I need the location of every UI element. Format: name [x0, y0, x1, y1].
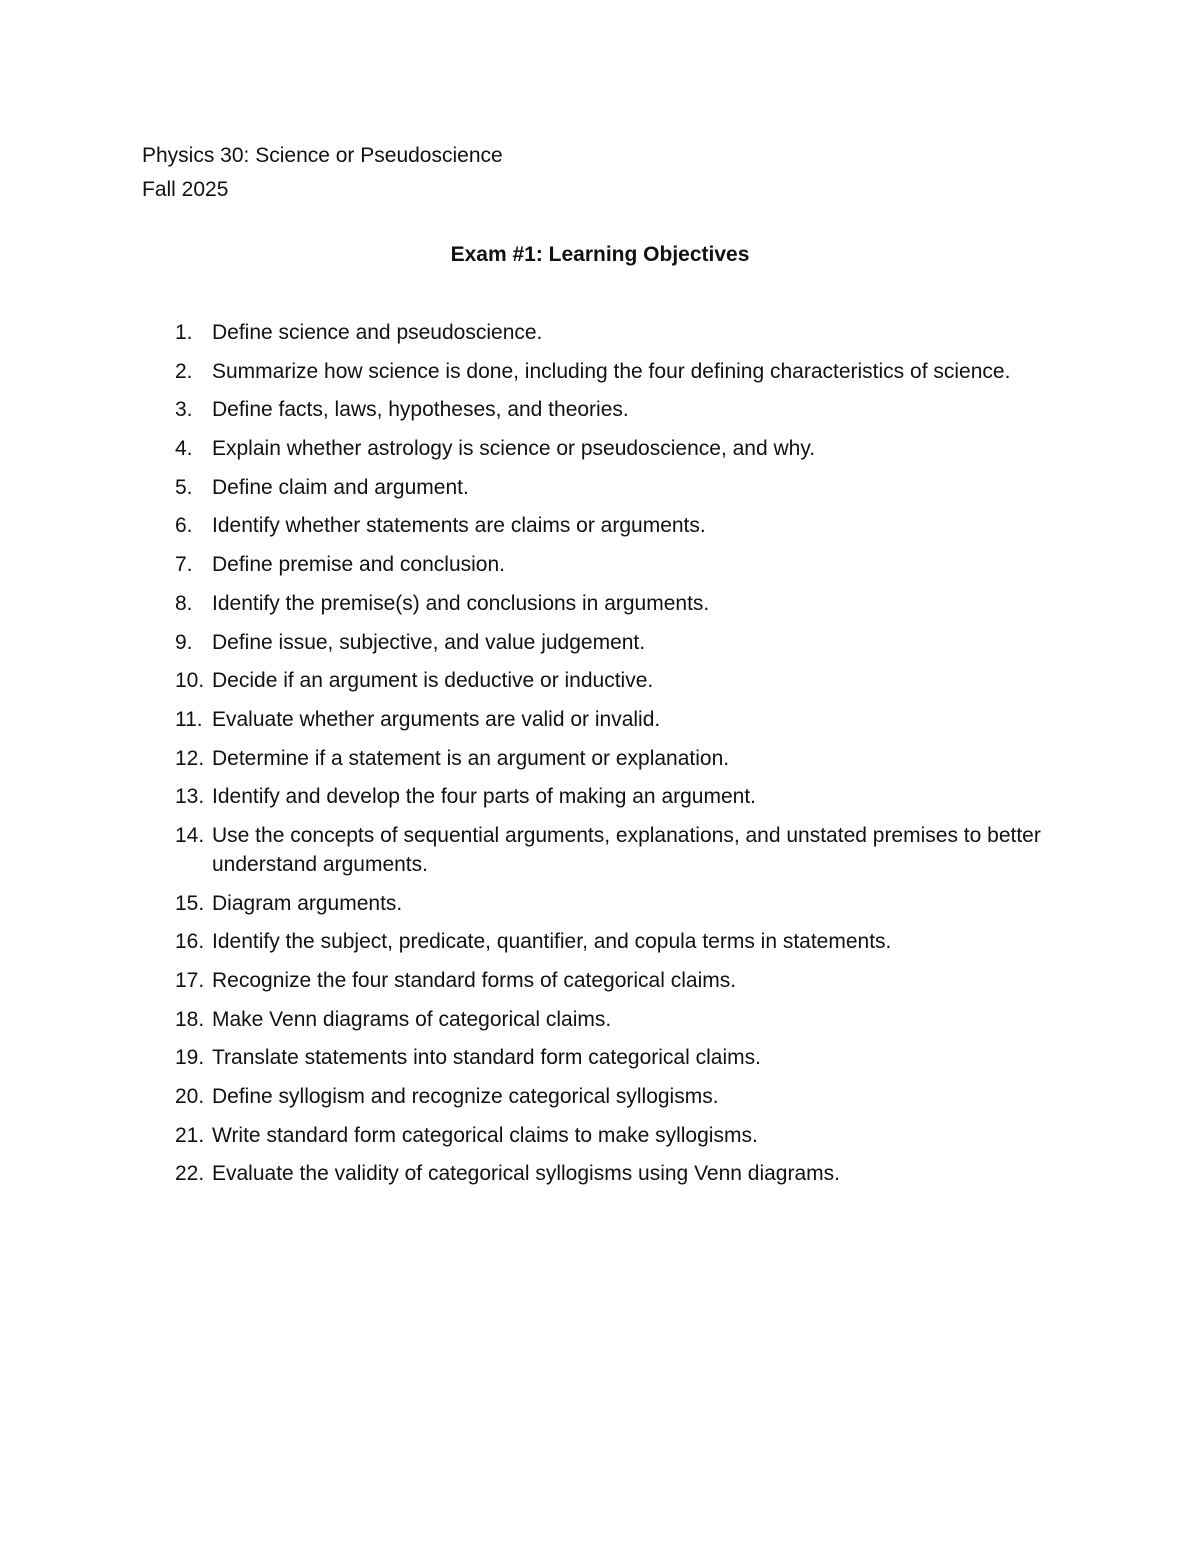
objective-item — [142, 1005, 1072, 1034]
objective-item — [142, 1082, 1072, 1111]
objective-item — [142, 318, 1072, 347]
objective-number: 17. — [175, 969, 205, 992]
objective-text: Evaluate whether arguments are valid or invalid. — [212, 707, 661, 731]
objective-item — [142, 395, 1072, 424]
objective-item — [142, 434, 1072, 463]
objective-item — [142, 473, 1072, 502]
objective-text: Define science and pseudoscience. — [212, 321, 543, 344]
objective-number: 18. — [175, 1007, 205, 1031]
objective-text: Define premise and conclusion. — [212, 553, 505, 577]
objective-text: Recognize the four standard forms of categorical claims. — [212, 969, 737, 992]
objective-number: 21. — [175, 1123, 205, 1147]
objective-text: Identify whether statements are claims or arguments. — [212, 514, 706, 538]
objective-text: Summarize how science is done, including the four defining characteristics of science. — [212, 359, 1011, 383]
objective-text: Evaluate the validity of categorical syllogisms using Venn diagrams. — [212, 1162, 840, 1186]
objective-text: Explain whether astrology is science or pseudoscience, and why. — [212, 437, 816, 461]
objective-number: 10. — [175, 669, 205, 693]
objective-text: Define issue, subjective, and value judgement. — [212, 630, 646, 654]
objective-number: 7. — [175, 553, 193, 577]
objective-number: 13. — [175, 785, 205, 809]
objective-text: Identify the premise(s) and conclusions in arguments. — [212, 591, 710, 615]
term-label: Fall 2025 — [142, 178, 229, 201]
objective-item — [142, 589, 1072, 618]
objective-number: 11. — [175, 707, 203, 731]
objective-number: 22. — [175, 1162, 205, 1186]
objective-number: 4. — [175, 437, 193, 461]
objective-item — [142, 927, 1072, 956]
objective-item — [142, 550, 1072, 579]
objective-item — [142, 1159, 1072, 1188]
objective-text: Diagram arguments. — [212, 891, 403, 915]
objective-item — [142, 821, 1072, 879]
objective-text: Determine if a statement is an argument or explanation. — [212, 746, 730, 770]
objective-number: 8. — [175, 591, 193, 615]
objective-text: Define facts, laws, hypotheses, and theories. — [212, 398, 629, 422]
objective-item — [142, 966, 1072, 995]
objective-item — [142, 744, 1072, 773]
objective-number: 15. — [175, 891, 205, 915]
objective-item — [142, 1043, 1072, 1072]
objective-text: Translate statements into standard form categorical claims. — [212, 1046, 761, 1070]
objective-item — [142, 511, 1072, 540]
objective-item — [142, 628, 1072, 657]
objective-number: 12. — [175, 746, 205, 770]
objective-text: Identify and develop the four parts of making an argument. — [212, 785, 757, 809]
objective-item — [142, 357, 1072, 386]
objective-number: 3. — [175, 398, 193, 422]
objective-item — [142, 1121, 1072, 1150]
objective-number: 14. — [175, 823, 205, 847]
objective-number: 5. — [175, 475, 193, 499]
objective-number: 16. — [175, 930, 205, 954]
objective-text: Use the concepts of sequential arguments, explanations, and unstated premises to better understand arguments. — [212, 823, 1041, 876]
page-title: Exam #1: Learning Objectives — [450, 243, 750, 266]
objectives-list — [142, 318, 1072, 1198]
objective-text: Identify the subject, predicate, quantifier, and copula terms in statements. — [212, 930, 892, 954]
objective-number: 20. — [175, 1085, 205, 1109]
objective-number: 6. — [175, 514, 193, 538]
objective-item — [142, 666, 1072, 695]
objective-text: Define claim and argument. — [212, 475, 469, 499]
objective-item — [142, 889, 1072, 918]
objective-text: Decide if an argument is deductive or inductive. — [212, 669, 654, 693]
objective-number: 2. — [175, 359, 193, 383]
objective-text: Make Venn diagrams of categorical claims. — [212, 1007, 612, 1031]
objective-number: 1. — [175, 321, 193, 344]
course-title: Physics 30: Science or Pseudoscience — [142, 144, 503, 167]
objective-number: 19. — [175, 1046, 205, 1070]
objective-number: 9. — [175, 630, 193, 654]
objective-text: Define syllogism and recognize categorical syllogisms. — [212, 1085, 719, 1109]
objective-item — [142, 705, 1072, 734]
objective-text: Write standard form categorical claims to make syllogisms. — [212, 1123, 758, 1147]
objective-item — [142, 782, 1072, 811]
